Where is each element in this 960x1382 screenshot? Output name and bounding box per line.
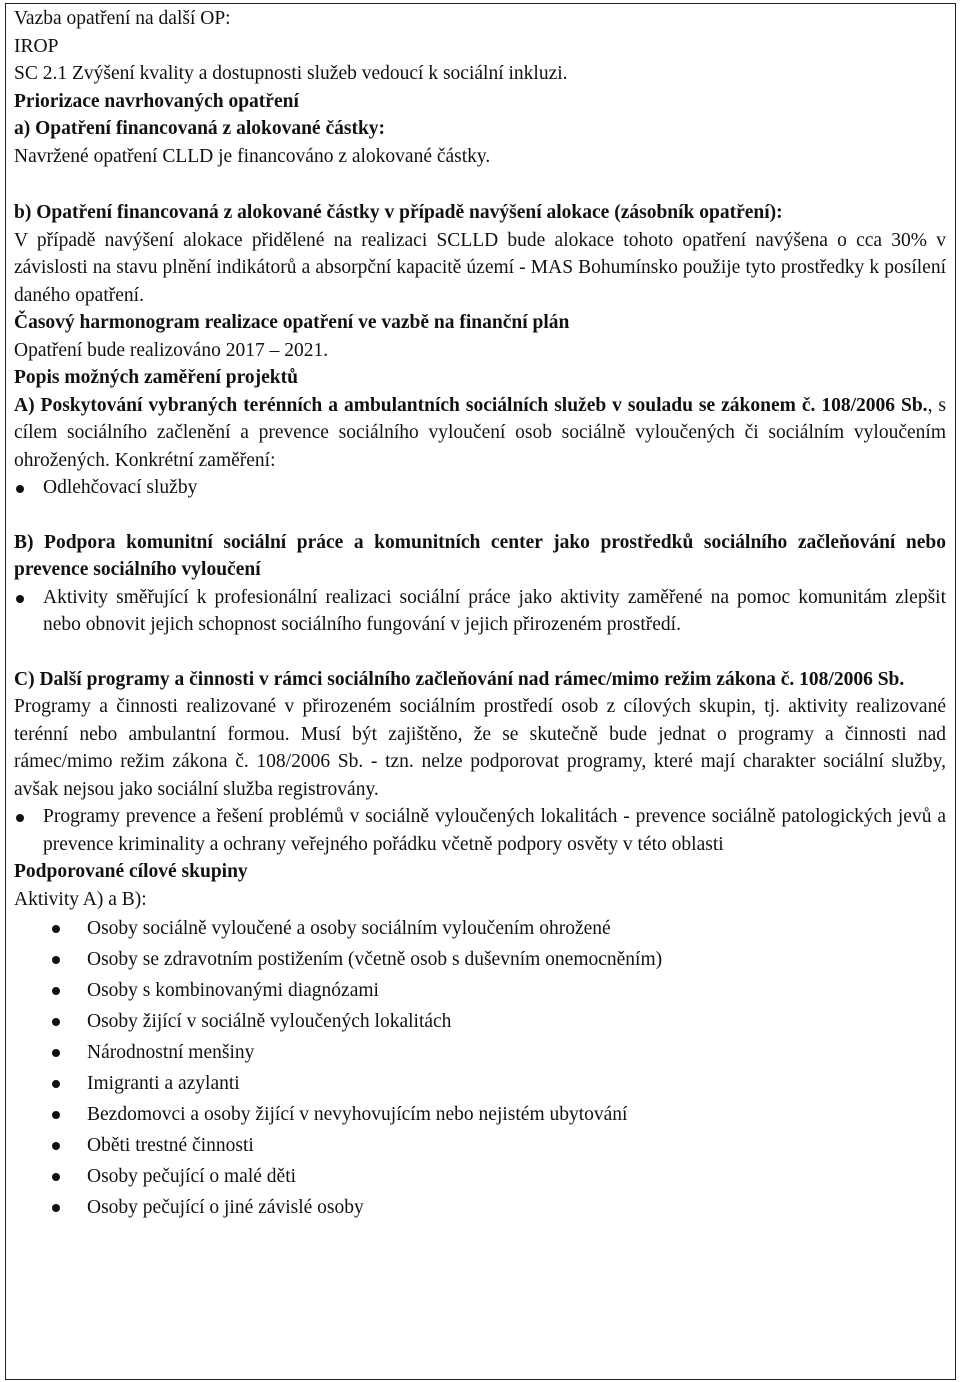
priorization-a-text: Navržené opatření CLLD je financováno z alokované částky. (14, 145, 491, 167)
bullet-icon (52, 1111, 60, 1119)
bullet-icon (52, 1204, 60, 1212)
bullet-icon (52, 925, 60, 933)
list-item: Osoby žijící v sociálně vyloučených lokalitách (14, 1006, 946, 1037)
projects-b-list (14, 584, 946, 639)
list-item: Národnostní menšiny (14, 1037, 946, 1068)
list-item: Programy prevence a řešení problémů v sociálně vyloučených lokalitách - prevence sociálně patologických jevů a prevence kriminality a ochrany veřejného pořádku včetně podpory osvěty v této oblasti (14, 803, 946, 858)
projects-a-paragraph (14, 392, 946, 475)
list-item: Aktivity směřující k profesionální realizaci sociální práce jako aktivity zaměřené na pomoc komunitám zlepšit nebo obnovit jejich schopnost sociálního fungování v jejich přirozeném prostředí. (14, 584, 946, 639)
projects-b-heading: B) Podpora komunitní sociální práce a komunitních center jako prostředků sociálního začleňování nebo prevence sociálního vyloučení (14, 531, 946, 580)
priorization-a-heading: a) Opatření financovaná z alokované částky: (14, 118, 386, 139)
bullet-icon (52, 956, 60, 964)
list-item: Osoby sociálně vyloučené a osoby sociálním vyloučením ohrožené (14, 913, 946, 944)
bullet-icon (16, 595, 24, 603)
list-item: Osoby se zdravotním postižením (včetně osob s duševním onemocněním) (14, 944, 946, 975)
list-item: Osoby pečující o malé děti (14, 1161, 946, 1192)
priorization-heading: Priorizace navrhovaných opatření (14, 90, 299, 112)
list-item: Bezdomovci a osoby žijící v nevyhovujícím nebo nejistém ubytování (14, 1099, 946, 1130)
bullet-icon (52, 1080, 60, 1088)
priorization-b-text: V případě navýšení alokace přidělené na realizaci SCLLD bude alokace tohoto opatření navýšena o cca 30% v závislosti na stavu plnění indikátorů a absorpční kapacitě území - MAS Bohumínsko použije tyto prostředky k posílení daného opatření. (14, 229, 946, 306)
bullet-icon (52, 1173, 60, 1181)
projects-c-text: Programy a činnosti realizované v přirozeném sociálním prostředí osob z cílových skupin, tj. aktivity realizované terénní nebo ambulantní formou. Musí být zajištěno, že se skutečně bude jednat o programy a činnosti nad rámec/mimo režim zákona č. 108/2006 Sb. - tzn. nelze podporovat programy, které mají charakter sociální služby, avšak nejsou jako sociální služba registrovány. (14, 696, 946, 800)
projects-a-list (14, 474, 946, 502)
projects-heading: Popis možných zaměření projektů (14, 367, 298, 388)
target-groups-list (14, 913, 946, 1223)
list-item: Osoby s kombinovanými diagnózami (14, 975, 946, 1006)
bullet-icon (52, 1049, 60, 1057)
projects-c-heading: C) Další programy a činnosti v rámci sociálního začleňování nad rámec/mimo režim zákona č. 108/2006 Sb. (14, 668, 905, 690)
bullet-icon (52, 1018, 60, 1026)
op-link-objective: SC 2.1 Zvýšení kvality a dostupnosti služeb vedoucí k sociální inkluzi. (14, 63, 568, 84)
list-item: Osoby pečující o jiné závislé osoby (14, 1192, 946, 1223)
list-item: Imigranti a azylanti (14, 1068, 946, 1099)
bullet-icon (52, 1142, 60, 1150)
document-content (14, 5, 946, 1223)
bullet-icon (52, 987, 60, 995)
list-item: Odlehčovací služby (14, 474, 946, 502)
list-item: Oběti trestné činnosti (14, 1130, 946, 1161)
schedule-heading: Časový harmonogram realizace opatření ve vazbě na finanční plán (14, 312, 570, 333)
bullet-icon (16, 814, 24, 822)
priorization-b-heading: b) Opatření financovaná z alokované částky v případě navýšení alokace (zásobník opatření): (14, 202, 783, 223)
target-groups-subheading: Aktivity A) a B): (14, 888, 147, 910)
op-link-label: Vazba opatření na další OP: (14, 8, 231, 29)
projects-a-heading: A) Poskytování vybraných terénních a ambulantních sociálních služeb v souladu se zákonem č. 108/2006 Sb. (14, 394, 928, 416)
target-groups-heading: Podporované cílové skupiny (14, 861, 248, 882)
bullet-icon (16, 485, 24, 493)
projects-a-text: , s cílem sociálního začlenění a prevence sociálního vyloučení osob sociálně vyloučených či sociálním vyloučením ohrožených. Konkrétní zaměření: (14, 394, 946, 471)
schedule-text: Opatření bude realizováno 2017 – 2021. (14, 339, 329, 361)
projects-c-list (14, 803, 946, 858)
op-link-program: IROP (14, 35, 59, 57)
